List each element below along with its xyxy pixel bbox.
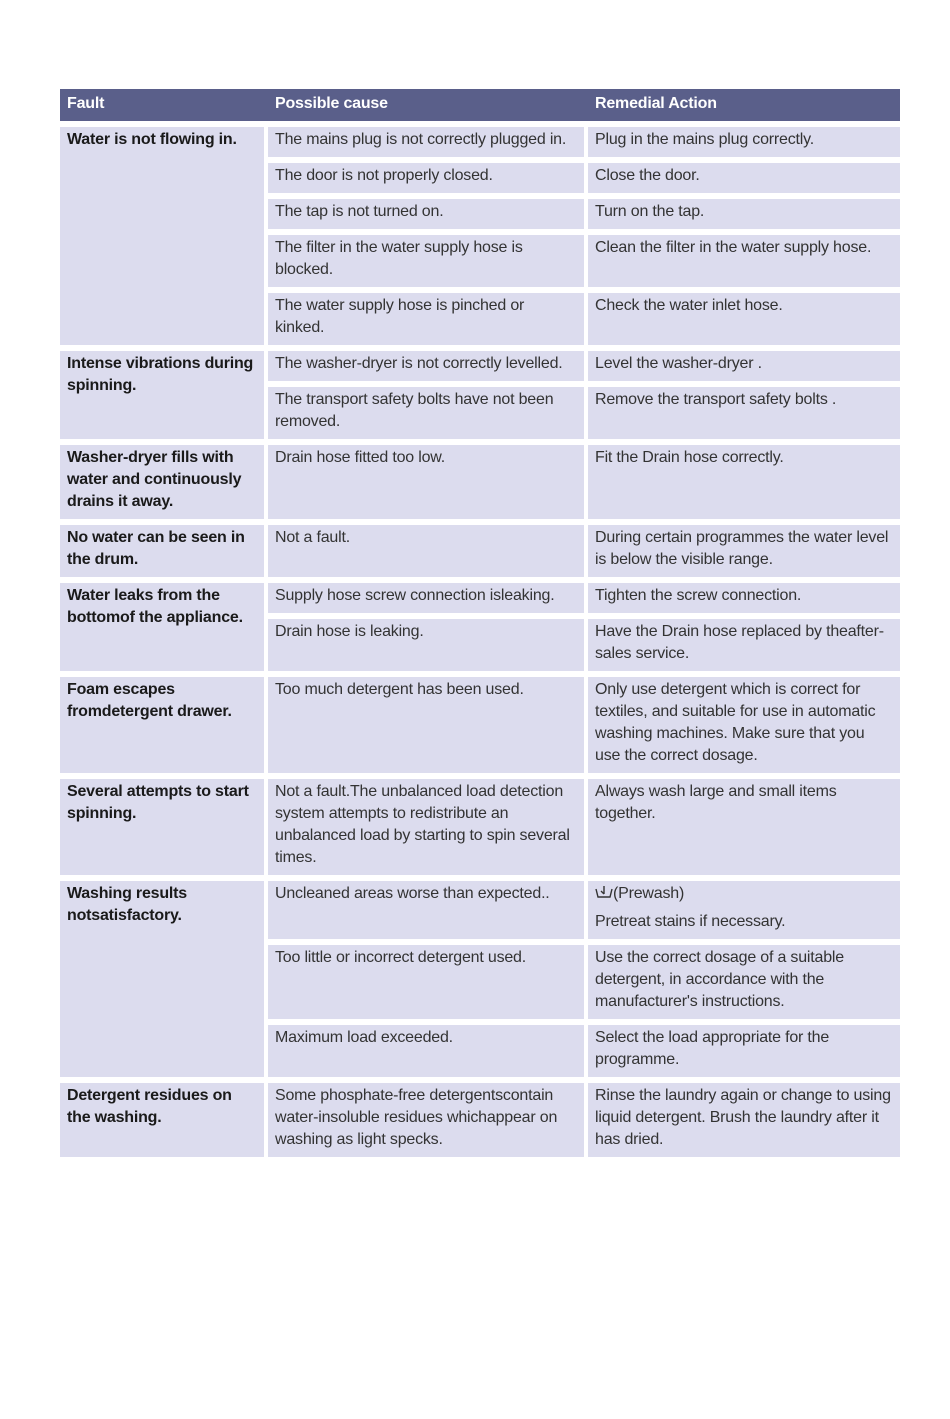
cause-cell: The filter in the water supply hose is blocked. [264, 229, 584, 287]
action-cell: Plug in the mains plug correctly. [584, 121, 900, 157]
action-cell: Fit the Drain hose correctly. [584, 439, 900, 519]
cause-cell: The water supply hose is pinched or kinked. [264, 287, 584, 345]
action-cell: Check the water inlet hose. [584, 287, 900, 345]
action-cell: Remove the transport safety bolts . [584, 381, 900, 439]
cause-cell: The mains plug is not correctly plugged in. [264, 121, 584, 157]
action-cell: Select the load appropriate for the programme. [584, 1019, 900, 1077]
cause-cell: Supply hose screw connection isleaking. [264, 577, 584, 613]
fault-cell: No water can be seen in the drum. [60, 519, 264, 577]
cause-cell: Some phosphate-free detergentscontain water-insoluble residues whichappear on washing as light specks. [264, 1077, 584, 1157]
action-cell: Level the washer-dryer . [584, 345, 900, 381]
header-fault: Fault [60, 89, 264, 121]
header-remedial-action: Remedial Action [584, 89, 900, 121]
cause-cell: The washer-dryer is not correctly levelled. [264, 345, 584, 381]
action-cell: Always wash large and small items together. [584, 773, 900, 875]
cause-cell: Not a fault.The unbalanced load detection system attempts to redistribute an unbalanced load by starting to spin several times. [264, 773, 584, 875]
action-cell [584, 875, 900, 939]
fault-cell: Several attempts to start spinning. [60, 773, 264, 875]
action-cell: Rinse the laundry again or change to using liquid detergent. Brush the laundry after it has dried. [584, 1077, 900, 1157]
action-cell: During certain programmes the water level is below the visible range. [584, 519, 900, 577]
fault-cell: Foam escapes fromdetergent drawer. [60, 671, 264, 773]
fault-cell: Water leaks from the bottomof the appliance. [60, 577, 264, 671]
action-text: (Prewash) [613, 885, 685, 902]
action-cell: Close the door. [584, 157, 900, 193]
cause-cell: The transport safety bolts have not been removed. [264, 381, 584, 439]
fault-cell: Intense vibrations during spinning. [60, 345, 264, 439]
cause-cell: Too little or incorrect detergent used. [264, 939, 584, 1019]
cause-cell: The tap is not turned on. [264, 193, 584, 229]
fault-cell: Washing results notsatisfactory. [60, 875, 264, 1077]
action-text-secondary: Pretreat stains if necessary. [595, 913, 786, 930]
prewash-icon [595, 885, 613, 899]
cause-cell: Drain hose is leaking. [264, 613, 584, 671]
cause-cell: Uncleaned areas worse than expected.. [264, 875, 584, 939]
fault-cell: Water is not flowing in. [60, 121, 264, 345]
cause-cell: Drain hose fitted too low. [264, 439, 584, 519]
cause-cell: Too much detergent has been used. [264, 671, 584, 773]
troubleshooting-table [60, 89, 900, 1157]
action-cell: Clean the filter in the water supply hose. [584, 229, 900, 287]
action-cell: Have the Drain hose replaced by theafter-sales service. [584, 613, 900, 671]
fault-cell: Detergent residues on the washing. [60, 1077, 264, 1157]
action-cell: Only use detergent which is correct for textiles, and suitable for use in automatic washing machines. Make sure that you use the correct dosage. [584, 671, 900, 773]
header-possible-cause: Possible cause [264, 89, 584, 121]
action-cell: Use the correct dosage of a suitable detergent, in accordance with the manufacturer's instructions. [584, 939, 900, 1019]
cause-cell: Not a fault. [264, 519, 584, 577]
cause-cell: Maximum load exceeded. [264, 1019, 584, 1077]
fault-cell: Washer-dryer fills with water and continuously drains it away. [60, 439, 264, 519]
cause-cell: The door is not properly closed. [264, 157, 584, 193]
action-cell: Turn on the tap. [584, 193, 900, 229]
action-cell: Tighten the screw connection. [584, 577, 900, 613]
